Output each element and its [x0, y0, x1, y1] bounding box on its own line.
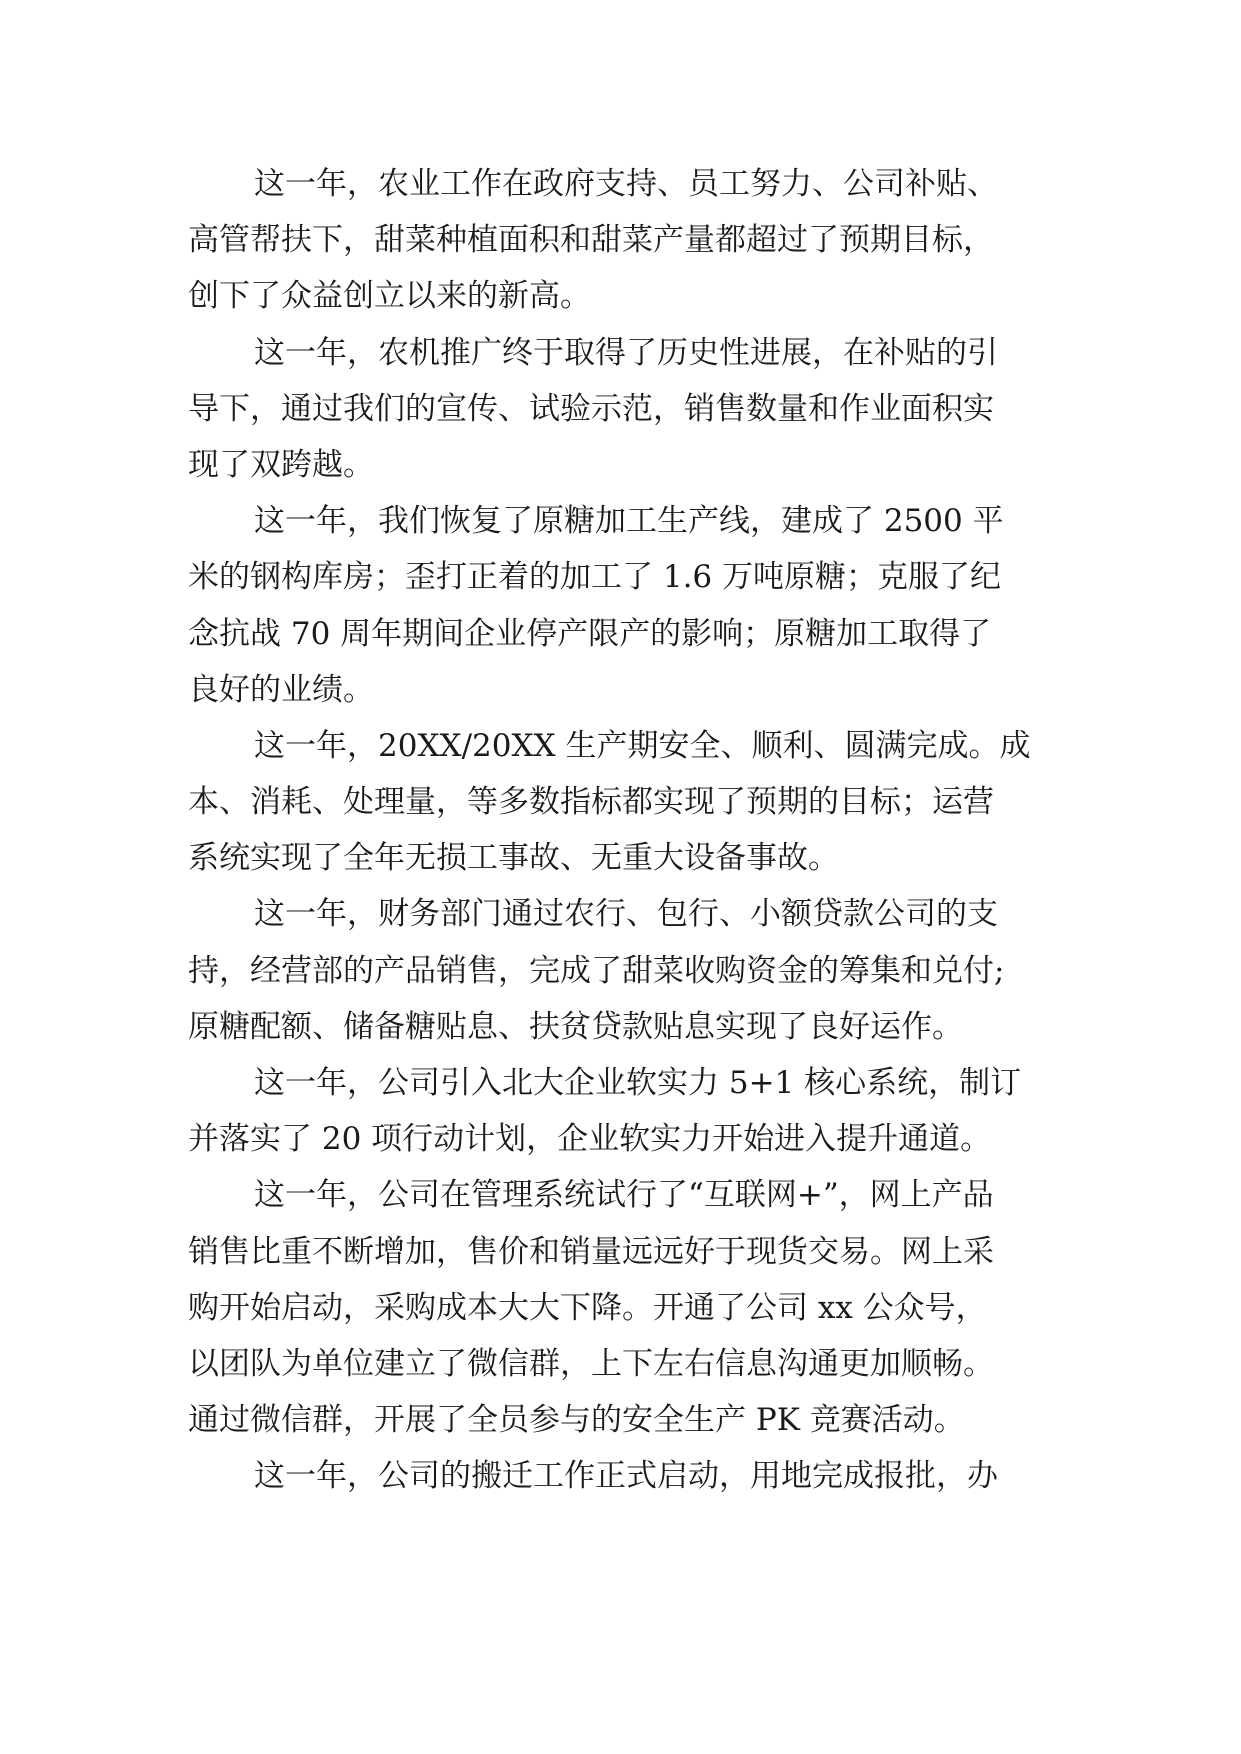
text-line: 购开始启动，采购成本大大下降。开通了公司 xx 公众号， [188, 1289, 987, 1326]
text-line: 并落实了 20 项行动计划，企业软实力开始进入提升通道。 [188, 1121, 992, 1158]
paragraph-production-safety [188, 718, 1064, 887]
text-line: 这一年，我们恢复了原糖加工生产线，建成了 2500 平 [254, 503, 1004, 540]
document-body [188, 156, 1064, 1505]
paragraph-finance [188, 886, 1064, 1055]
text-line: 高管帮扶下，甜菜种植面积和甜菜产量都超过了预期目标， [188, 222, 994, 259]
text-line: 现了双跨越。 [188, 446, 374, 483]
paragraph-agriculture [188, 156, 1064, 325]
text-line: 这一年，公司引入北大企业软实力 5+1 核心系统，制订 [254, 1065, 1022, 1101]
paragraph-relocation [188, 1448, 1064, 1504]
text-line: 原糖配额、储备糖贴息、扶贫贷款贴息实现了良好运作。 [188, 1008, 963, 1045]
text-line: 通过微信群，开展了全员参与的安全生产 PK 竞赛活动。 [188, 1402, 965, 1439]
text-line: 这一年，农机推广终于取得了历史性进展，在补贴的引 [254, 334, 998, 371]
text-line: 本、消耗、处理量，等多数指标都实现了预期的目标；运营 [188, 784, 994, 821]
paragraph-soft-power [188, 1055, 1064, 1167]
text-line: 系统实现了全年无损工事故、无重大设备事故。 [188, 840, 839, 877]
text-line: 这一年，公司在管理系统试行了“互联网+”，网上产品 [254, 1177, 994, 1214]
paragraph-machinery [188, 325, 1064, 494]
text-line: 持，经营部的产品销售，完成了甜菜收购资金的筹集和兑付; [188, 952, 1005, 989]
text-line: 创下了众益创立以来的新高。 [188, 278, 591, 315]
text-line: 导下，通过我们的宣传、试验示范，销售数量和作业面积实 [188, 390, 994, 427]
text-line: 销售比重不断增加，售价和销量远远好于现货交易。网上采 [188, 1233, 994, 1270]
paragraph-internet-plus [188, 1167, 1064, 1448]
text-line: 米的钢构库房；歪打正着的加工了 1.6 万吨原糖；克服了纪 [188, 559, 1002, 596]
text-line: 这一年，农业工作在政府支持、员工努力、公司补贴、 [254, 166, 998, 202]
text-line: 这一年，财务部门通过农行、包行、小额贷款公司的支 [254, 896, 998, 933]
text-line: 良好的业绩。 [188, 671, 374, 708]
text-line: 这一年，20XX/20XX 生产期安全、顺利、圆满完成。成 [254, 727, 1031, 764]
text-line: 这一年，公司的搬迁工作正式启动，用地完成报批，办 [254, 1458, 998, 1495]
paragraph-raw-sugar [188, 493, 1064, 718]
text-line: 以团队为单位建立了微信群，上下左右信息沟通更加顺畅。 [188, 1345, 994, 1382]
text-line: 念抗战 70 周年期间企业停产限产的影响；原糖加工取得了 [188, 615, 992, 652]
